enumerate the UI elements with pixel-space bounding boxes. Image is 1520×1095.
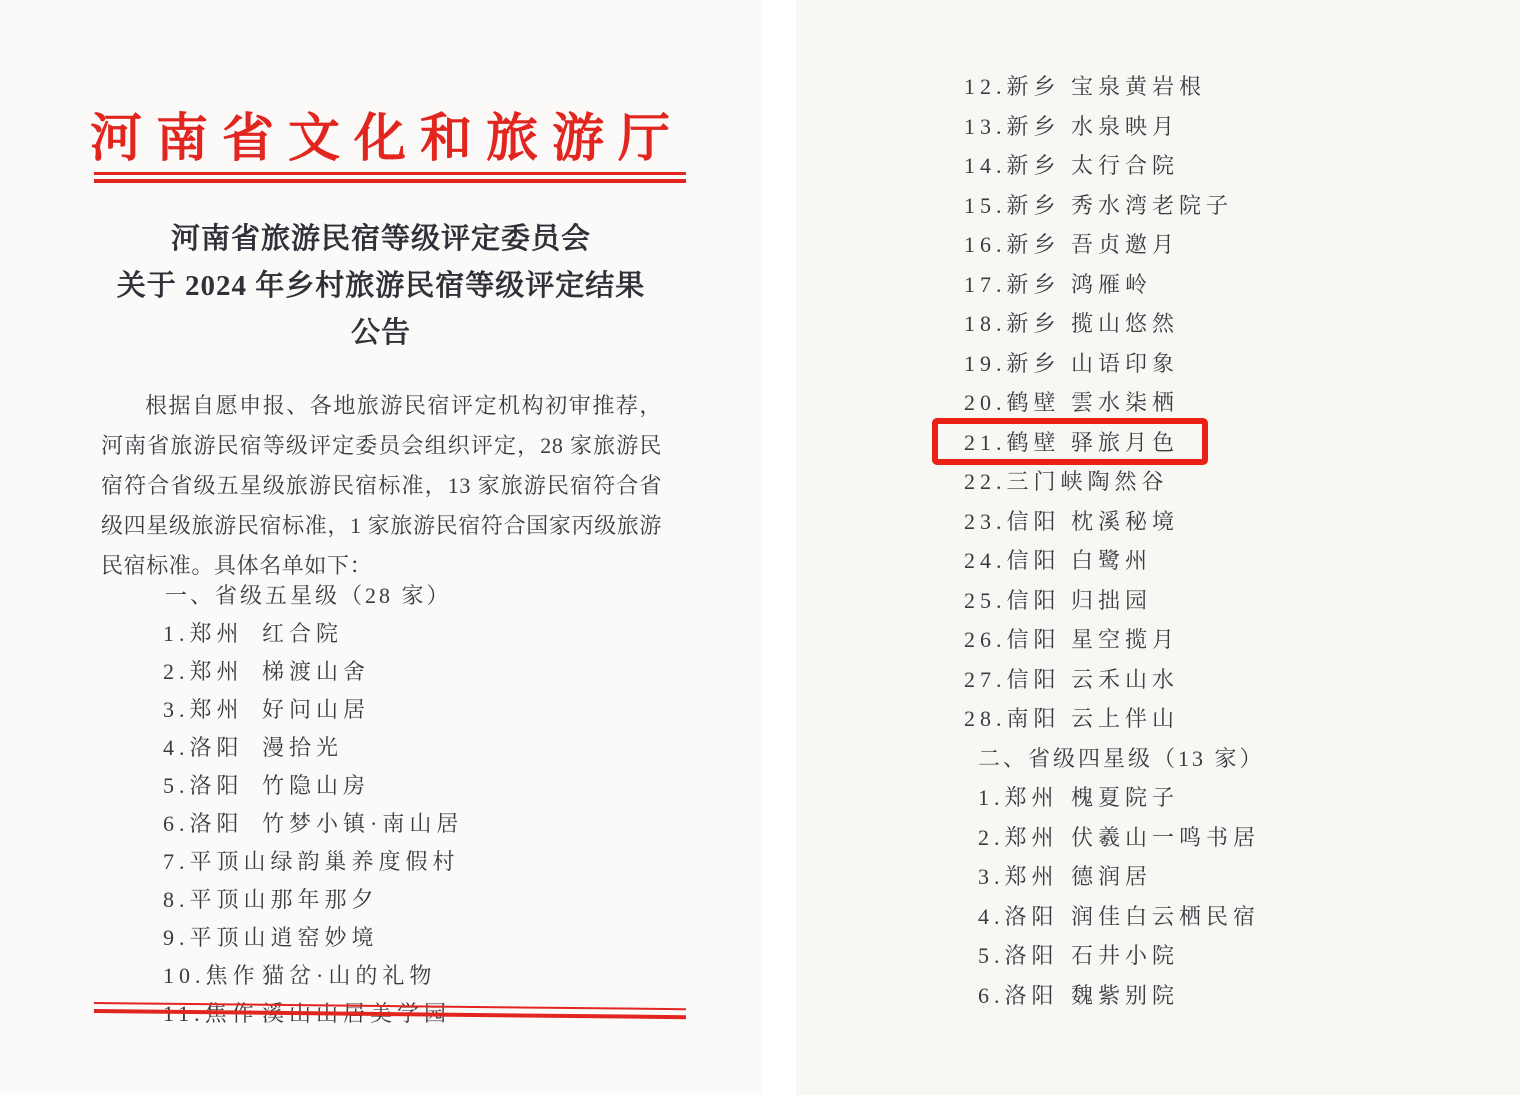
list-item-number-city: 15.新乡 — [964, 192, 1061, 218]
five-star-list-part-1 — [163, 613, 703, 1031]
list-item-number-city: 22.三门峡 — [964, 469, 1088, 495]
agency-letterhead: 河南省文化和旅游厅 — [89, 111, 684, 168]
list-item-number-city: 6.洛阳 — [163, 810, 244, 836]
list-item-number-city: 5.洛阳 — [163, 772, 244, 798]
list-item — [163, 841, 703, 879]
list-item-number-city: 3.郑州 — [163, 696, 244, 722]
list-item — [163, 765, 703, 803]
homestay-name: 吾贞邀月 — [1071, 232, 1180, 258]
list-item-number-city: 26.信阳 — [964, 627, 1061, 653]
list-item — [964, 185, 1484, 225]
list-item-number-city: 10.焦作 — [163, 962, 260, 988]
list-item — [964, 856, 1484, 896]
list-item-number-city: 28.南阳 — [964, 706, 1061, 732]
list-item — [964, 580, 1484, 620]
list-item-number-city: 18.新乡 — [964, 311, 1061, 337]
list-item — [163, 651, 703, 689]
list-item-number-city: 19.新乡 — [964, 350, 1061, 376]
list-item — [964, 382, 1484, 422]
homestay-name: 伏羲山一鸣书居 — [1071, 824, 1261, 850]
homestay-name: 石井小院 — [1071, 943, 1180, 969]
list-item-number-city: 14.新乡 — [964, 153, 1061, 179]
homestay-name: 星空揽月 — [1071, 627, 1180, 653]
list-item-number-city: 4.洛阳 — [978, 903, 1059, 929]
homestay-name: 揽山悠然 — [1071, 311, 1180, 337]
list-item-number-city: 8.平顶山 — [163, 886, 271, 912]
list-item-number-city: 6.洛阳 — [978, 982, 1059, 1008]
homestay-name: 白鹭州 — [1071, 548, 1153, 574]
list-item-number-city: 4.洛阳 — [163, 734, 244, 760]
homestay-name: 秀水湾老院子 — [1071, 192, 1234, 218]
list-item — [964, 461, 1484, 501]
list-item-highlighted — [964, 422, 1484, 462]
four-star-list — [964, 777, 1484, 1014]
list-item-number-city: 5.洛阳 — [978, 943, 1059, 969]
homestay-name: 鸿雁岭 — [1071, 271, 1153, 297]
list-item-number-city: 24.信阳 — [964, 548, 1061, 574]
homestay-name: 好问山居 — [262, 696, 371, 722]
homestay-name: 归拙园 — [1071, 587, 1153, 613]
homestay-name: 云禾山水 — [1071, 666, 1180, 692]
list-item-number-city: 16.新乡 — [964, 232, 1061, 258]
list-item — [964, 66, 1484, 106]
list-item — [964, 777, 1484, 817]
homestay-name: 梯渡山舍 — [262, 658, 371, 684]
homestay-name: 润佳白云栖民宿 — [1071, 903, 1261, 929]
list-item — [964, 896, 1484, 936]
homestay-name: 云上伴山 — [1071, 706, 1180, 732]
list-item-number-city: 1.郑州 — [978, 785, 1059, 811]
list-item-number-city: 12.新乡 — [964, 74, 1061, 100]
list-item — [964, 501, 1484, 541]
list-item — [964, 659, 1484, 699]
list-item — [964, 264, 1484, 304]
homestay-name: 那年那夕 — [270, 886, 379, 912]
letterhead-divider — [94, 172, 686, 183]
five-star-list-part-1-container — [163, 575, 703, 1031]
homestay-name: 陶然谷 — [1087, 469, 1169, 495]
list-item-number-city: 21.鹤壁 — [964, 429, 1061, 455]
list-item — [964, 145, 1484, 185]
list-item-number-city: 2.郑州 — [163, 658, 244, 684]
document-title — [50, 216, 712, 357]
homestay-name: 猫岔·山的礼物 — [262, 962, 437, 988]
homestay-name: 太行合院 — [1071, 153, 1180, 179]
homestay-name: 溪山山居美学园 — [262, 1000, 452, 1026]
list-item — [163, 803, 703, 841]
list-item — [163, 689, 703, 727]
five-star-list-part-2 — [964, 66, 1484, 738]
list-item-number-city: 7.平顶山 — [163, 848, 271, 874]
document-page-2 — [796, 0, 1520, 1095]
homestay-name: 魏紫别院 — [1071, 982, 1180, 1008]
section-one-heading: 一、省级五星级（28 家） — [165, 582, 452, 608]
homestay-name: 宝泉黄岩根 — [1071, 74, 1207, 100]
list-item — [964, 817, 1484, 857]
list-item — [964, 303, 1484, 343]
list-item — [163, 917, 703, 955]
homestay-name: 驿旅月色 — [1071, 429, 1180, 455]
list-item-number-city: 20.鹤壁 — [964, 390, 1061, 416]
homestay-name: 枕溪秘境 — [1071, 508, 1180, 534]
list-item-number-city: 17.新乡 — [964, 271, 1061, 297]
list-item — [163, 955, 703, 993]
right-page-list-container — [964, 66, 1484, 1014]
list-item-number-city: 25.信阳 — [964, 587, 1061, 613]
homestay-name: 竹梦小镇·南山居 — [262, 810, 464, 836]
list-item-number-city: 1.郑州 — [163, 620, 244, 646]
list-item — [964, 698, 1484, 738]
list-item — [964, 540, 1484, 580]
list-item-number-city: 27.信阳 — [964, 666, 1061, 692]
list-item — [964, 224, 1484, 264]
list-item — [163, 727, 703, 765]
list-item-number-city: 3.郑州 — [978, 864, 1059, 890]
section-two-heading: 二、省级四星级（13 家） — [978, 745, 1265, 771]
homestay-name: 雲水柒栖 — [1071, 390, 1180, 416]
homestay-name: 水泉映月 — [1071, 113, 1180, 139]
intro-paragraph: 根据自愿申报、各地旅游民宿评定机构初审推荐，河南省旅游民宿等级评定委员会组织评定，28 家旅游民宿符合省级五星级旅游民宿标准，13 家旅游民宿符合省级四星级旅游民宿标准，1 家旅游民宿符合国家丙级旅游民宿标准。具体名单如下： — [101, 393, 662, 578]
doc-title-line-2: 关于 2024 年乡村旅游民宿等级评定结果 — [116, 270, 646, 302]
list-item — [964, 106, 1484, 146]
doc-title-line-3: 公告 — [350, 317, 411, 349]
list-item — [163, 613, 703, 651]
homestay-name: 槐夏院子 — [1071, 785, 1180, 811]
homestay-name: 德润居 — [1071, 864, 1153, 890]
homestay-name: 漫拾光 — [262, 734, 344, 760]
list-item-number-city: 23.信阳 — [964, 508, 1061, 534]
doc-title-line-1: 河南省旅游民宿等级评定委员会 — [170, 223, 591, 255]
list-item-number-city: 11.焦作 — [163, 1000, 259, 1026]
list-item — [163, 879, 703, 917]
homestay-name: 逍窑妙境 — [270, 924, 379, 950]
homestay-name: 红合院 — [262, 620, 344, 646]
list-item-number-city: 13.新乡 — [964, 113, 1061, 139]
list-item — [964, 975, 1484, 1015]
list-item — [964, 619, 1484, 659]
list-item-number-city: 9.平顶山 — [163, 924, 271, 950]
homestay-name: 山语印象 — [1071, 350, 1180, 376]
list-item-number-city: 2.郑州 — [978, 824, 1059, 850]
list-item — [964, 935, 1484, 975]
homestay-name: 绿韵巢养度假村 — [270, 848, 460, 874]
homestay-name: 竹隐山房 — [262, 772, 371, 798]
list-item — [964, 343, 1484, 383]
